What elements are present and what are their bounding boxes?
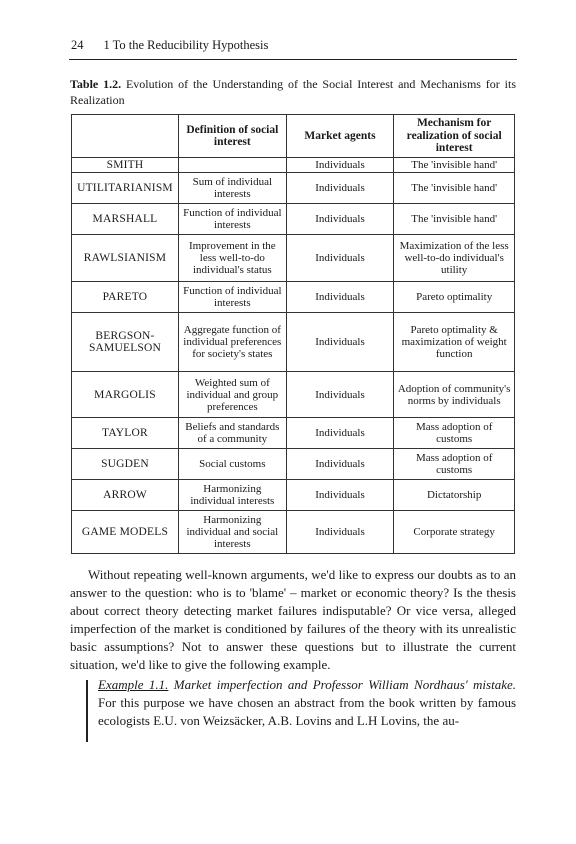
table-row	[72, 158, 515, 173]
definition-cell: Function of individual interests	[178, 282, 286, 313]
table-row	[72, 235, 515, 282]
mechanism-cell: Dictatorship	[394, 480, 515, 511]
mechanism-cell: Pareto optimality	[394, 282, 515, 313]
school-name: TAYLOR	[72, 418, 179, 449]
definition-cell: Weighted sum of individual and group preferences	[178, 372, 286, 418]
school-name: MARGOLIS	[72, 372, 179, 418]
agents-cell: Individuals	[286, 480, 394, 511]
social-interest-table	[71, 114, 515, 554]
table-row	[72, 372, 515, 418]
mechanism-cell: Corporate strategy	[394, 511, 515, 554]
school-name: UTILITARIANISM	[72, 173, 179, 204]
school-name: SMITH	[72, 158, 179, 173]
agents-cell: Individuals	[286, 235, 394, 282]
agents-cell: Individuals	[286, 158, 394, 173]
agents-cell: Individuals	[286, 449, 394, 480]
school-name: GAME MODELS	[72, 511, 179, 554]
definition-cell: Harmonizing individual interests	[178, 480, 286, 511]
mechanism-cell: Maximization of the less well-to-do individual's utility	[394, 235, 515, 282]
definition-cell: Function of individual interests	[178, 204, 286, 235]
header-cell-mechanism: Mechanism for realization of social interest	[394, 115, 515, 158]
school-name: SUGDEN	[72, 449, 179, 480]
body-paragraph: Without repeating well-known arguments, we'd like to express our doubts as to an answer to the question: who is to 'blame' – market or economic theory? Is the thesis about correct theory detecting market failures indisputable? Or vice versa, alleged imperfection of the market is conditioned by failures of the theory with its unrealistic basic assumptions? Not to answer these questions but to illustrate the current situation, we'd like to give the following example.	[70, 567, 516, 672]
header-cell-definition: Definition of social interest	[178, 115, 286, 158]
example-title: Market imperfection and Professor William Nordhaus' mistake.	[173, 677, 517, 692]
agents-cell: Individuals	[286, 511, 394, 554]
table-row	[72, 449, 515, 480]
example-text: For this purpose we have chosen an abstract from the book written by famous ecologists E.U. von Weizsäcker, A.B. Lovins and L.H Lovins, the au-	[98, 695, 516, 728]
table-row	[72, 313, 515, 372]
mechanism-cell: Mass adoption of customs	[394, 449, 515, 480]
table-row	[72, 418, 515, 449]
definition-cell: Sum of individual interests	[178, 173, 286, 204]
table-row	[72, 511, 515, 554]
school-name: PARETO	[72, 282, 179, 313]
agents-cell: Individuals	[286, 282, 394, 313]
school-name: RAWLSIANISM	[72, 235, 179, 282]
header-cell-agents: Market agents	[286, 115, 394, 158]
agents-cell: Individuals	[286, 313, 394, 372]
mechanism-cell: The 'invisible hand'	[394, 158, 515, 173]
table-row	[72, 282, 515, 313]
table-row	[72, 480, 515, 511]
mechanism-cell: Adoption of community's norms by individuals	[394, 372, 515, 418]
agents-cell: Individuals	[286, 204, 394, 235]
mechanism-cell: The 'invisible hand'	[394, 173, 515, 204]
definition-cell: Aggregate function of individual preferences for society's states	[178, 313, 286, 372]
mechanism-cell: Mass adoption of customs	[394, 418, 515, 449]
school-name: ARROW	[72, 480, 179, 511]
example-heading	[98, 677, 516, 692]
example-margin-bar	[86, 680, 88, 742]
agents-cell: Individuals	[286, 418, 394, 449]
definition-cell: Social customs	[178, 449, 286, 480]
chapter-title: 1 To the Reducibility Hypothesis	[103, 38, 269, 52]
definition-cell: Improvement in the less well-to-do individual's status	[178, 235, 286, 282]
table-row	[72, 173, 515, 204]
example-label: Example 1.1.	[98, 677, 169, 692]
header-cell-blank	[72, 115, 179, 158]
table-row	[72, 204, 515, 235]
table-header-row	[72, 115, 515, 158]
page-number: 24	[71, 38, 84, 52]
header-rule	[69, 59, 517, 60]
table-caption-label: Table 1.2.	[70, 77, 122, 91]
definition-cell	[178, 158, 286, 173]
school-name: BERGSON-SAMUELSON	[72, 313, 179, 372]
definition-cell: Beliefs and standards of a community	[178, 418, 286, 449]
table-caption-text: Evolution of the Understanding of the Social Interest and Mechanisms for its Realization	[70, 77, 516, 107]
mechanism-cell: Pareto optimality & maximization of weight function	[394, 313, 515, 372]
running-head	[71, 38, 517, 53]
table-caption	[70, 76, 516, 108]
agents-cell: Individuals	[286, 173, 394, 204]
agents-cell: Individuals	[286, 372, 394, 418]
definition-cell: Harmonizing individual and social interests	[178, 511, 286, 554]
school-name: MARSHALL	[72, 204, 179, 235]
example-block	[98, 676, 516, 730]
mechanism-cell: The 'invisible hand'	[394, 204, 515, 235]
